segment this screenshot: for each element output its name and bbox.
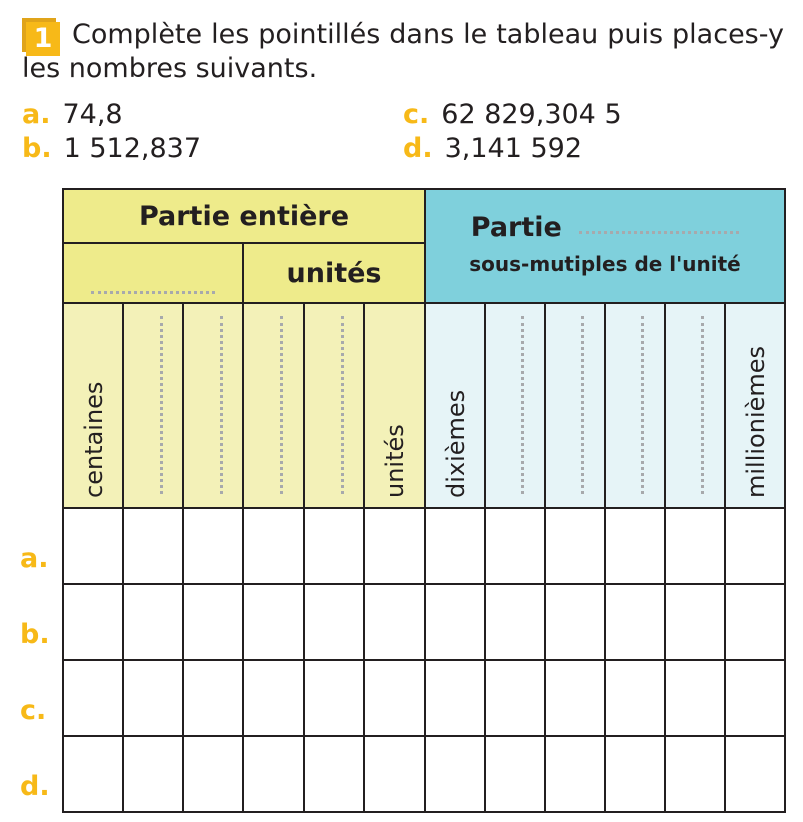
column-blank bbox=[160, 316, 163, 494]
units-group-title bbox=[243, 243, 425, 303]
row-label-d: d. bbox=[20, 771, 50, 802]
exercise-number: 1 bbox=[26, 22, 60, 56]
fraction-part-subtitle: sous-mutiples de l'unité bbox=[469, 252, 741, 276]
integer-part-title bbox=[63, 189, 425, 243]
column-blank bbox=[641, 316, 644, 494]
integer-part-title-text: Partie entière bbox=[138, 200, 350, 232]
units-group-text: unités bbox=[286, 257, 382, 289]
column-blank bbox=[280, 316, 283, 494]
item-label: d. bbox=[403, 133, 433, 164]
column-dixiemes: dixièmes bbox=[442, 389, 470, 498]
item-value: 62 829,304 5 bbox=[441, 99, 622, 130]
column-centaines: centaines bbox=[80, 381, 108, 498]
column-blank bbox=[581, 316, 584, 494]
thousands-group-blank bbox=[63, 243, 243, 303]
fraction-part-title bbox=[425, 212, 785, 243]
item-label: a. bbox=[22, 99, 51, 130]
exercise-instruction: Complète les pointillés dans le tableau puis places-y les nombres suivants. bbox=[22, 19, 784, 84]
item-value: 3,141 592 bbox=[444, 133, 583, 164]
column-millioniemes: millionièmes bbox=[742, 345, 770, 498]
column-blank bbox=[521, 316, 524, 494]
row-label-a: a. bbox=[20, 543, 49, 574]
column-blank bbox=[341, 316, 344, 494]
column-unites: unités bbox=[381, 424, 409, 498]
item-label: b. bbox=[22, 133, 52, 164]
column-blank bbox=[220, 316, 223, 494]
row-label-c: c. bbox=[20, 695, 47, 726]
row-label-b: b. bbox=[20, 619, 50, 650]
item-value: 1 512,837 bbox=[63, 133, 202, 164]
item-label: c. bbox=[403, 99, 430, 130]
column-blank bbox=[701, 316, 704, 494]
fraction-part-title-text: Partie bbox=[470, 212, 562, 243]
item-value: 74,8 bbox=[62, 99, 123, 130]
fraction-part-blank bbox=[579, 231, 739, 234]
